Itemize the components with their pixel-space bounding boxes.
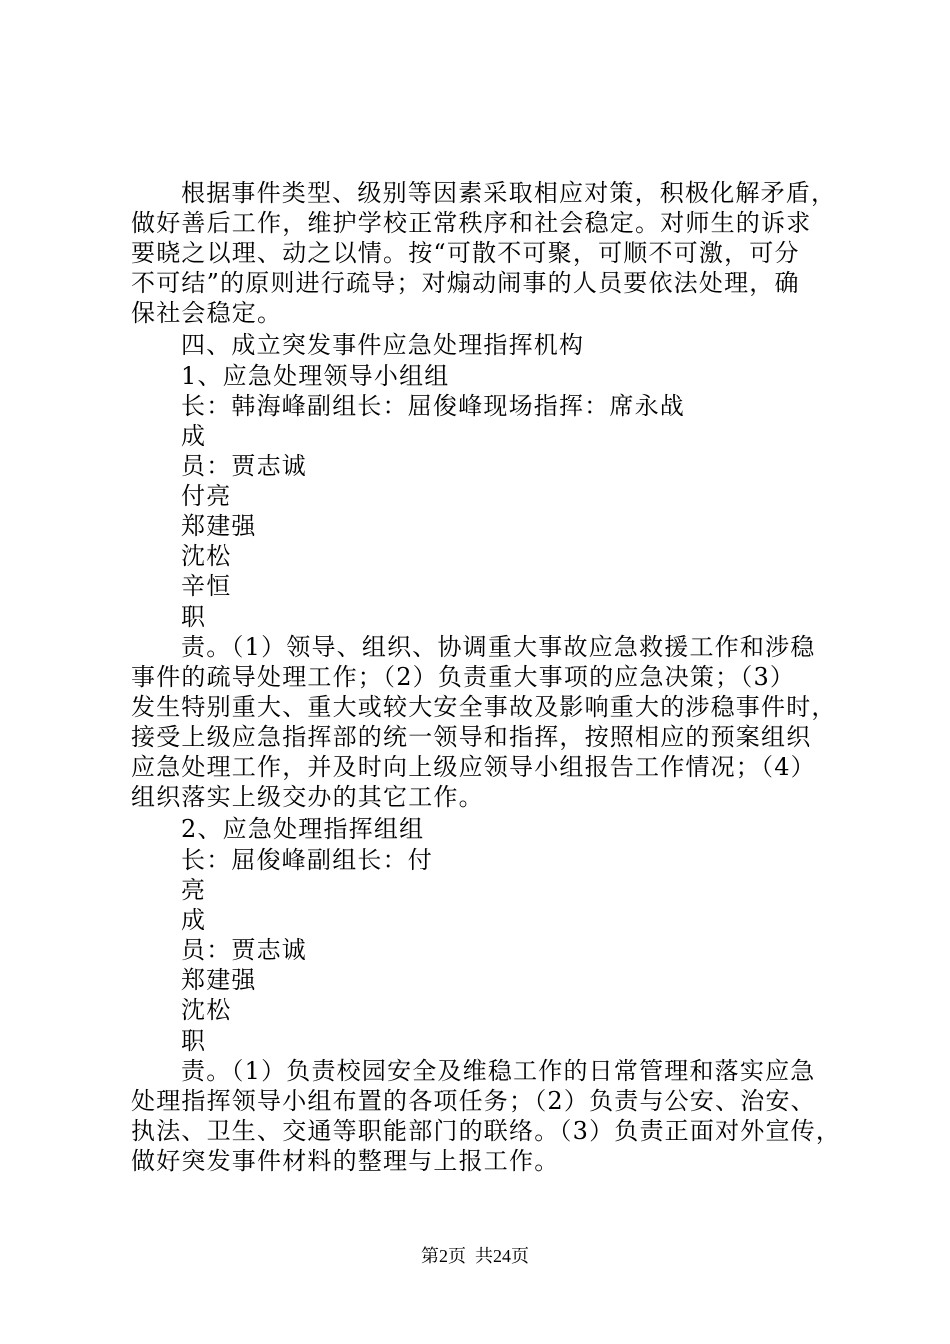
page-footer: 第2页 共24页 [421,1246,529,1266]
paragraph-line: 不可结”的原则进行疏导；对煽动闹事的人员要依法处理，确 [131,269,800,297]
paragraph-line: 职 [181,603,207,631]
paragraph-line: 亮 [181,876,207,904]
paragraph-line: 责。（1）领导、组织、协调重大事故应急救援工作和涉稳 [181,633,816,661]
paragraph-line: 根据事件类型、级别等因素采取相应对策，积极化解矛盾， [181,179,837,207]
member-name: 郑建强 [181,512,257,540]
paragraph-line: 发生特别重大、重大或较大安全事故及影响重大的涉稳事件时， [131,693,837,721]
paragraph-line: 做好突发事件材料的整理与上报工作。 [131,1147,560,1175]
paragraph-line: 成 [181,422,207,450]
subsection-heading: 2、应急处理指挥组组 [181,815,425,843]
paragraph-line: 事件的疏导处理工作；（2）负责重大事项的应急决策；（3） [131,663,796,691]
member-name: 付亮 [181,482,232,510]
paragraph-line: 保社会稳定。 [131,299,283,327]
paragraph-line: 处理指挥领导小组布置的各项任务；（2）负责与公安、治安、 [131,1087,816,1115]
member-name: 沈松 [181,542,232,570]
paragraph-line: 员：贾志诚 [181,452,307,480]
paragraph-line: 成 [181,906,207,934]
paragraph-line: 接受上级应急指挥部的统一领导和指挥，按照相应的预案组织 [131,723,812,751]
paragraph-line: 责。（1）负责校园安全及维稳工作的日常管理和落实应急 [181,1057,816,1085]
paragraph-line: 长：屈俊峰副组长：付 [181,846,433,874]
section-heading: 四、成立突发事件应急处理指挥机构 [181,331,585,359]
paragraph-line: 长：韩海峰副组长：屈俊峰现场指挥：席永战 [181,392,685,420]
paragraph-line: 职 [181,1027,207,1055]
paragraph-line: 组织落实上级交办的其它工作。 [131,783,484,811]
paragraph-line: 执法、卫生、交通等职能部门的联络。（3）负责正面对外宣传， [131,1117,842,1145]
member-name: 辛恒 [181,572,232,600]
subsection-heading: 1、应急处理领导小组组 [181,362,450,390]
member-name: 沈松 [181,996,232,1024]
paragraph-line: 做好善后工作，维护学校正常秩序和社会稳定。对师生的诉求 [131,209,812,237]
paragraph-line: 要晓之以理、动之以情。按“可散不可聚，可顺不可激，可分 [131,239,800,267]
paragraph-line: 应急处理工作，并及时向上级应领导小组报告工作情况；（4） [131,753,816,781]
paragraph-line: 员：贾志诚 [181,936,307,964]
member-name: 郑建强 [181,966,257,994]
